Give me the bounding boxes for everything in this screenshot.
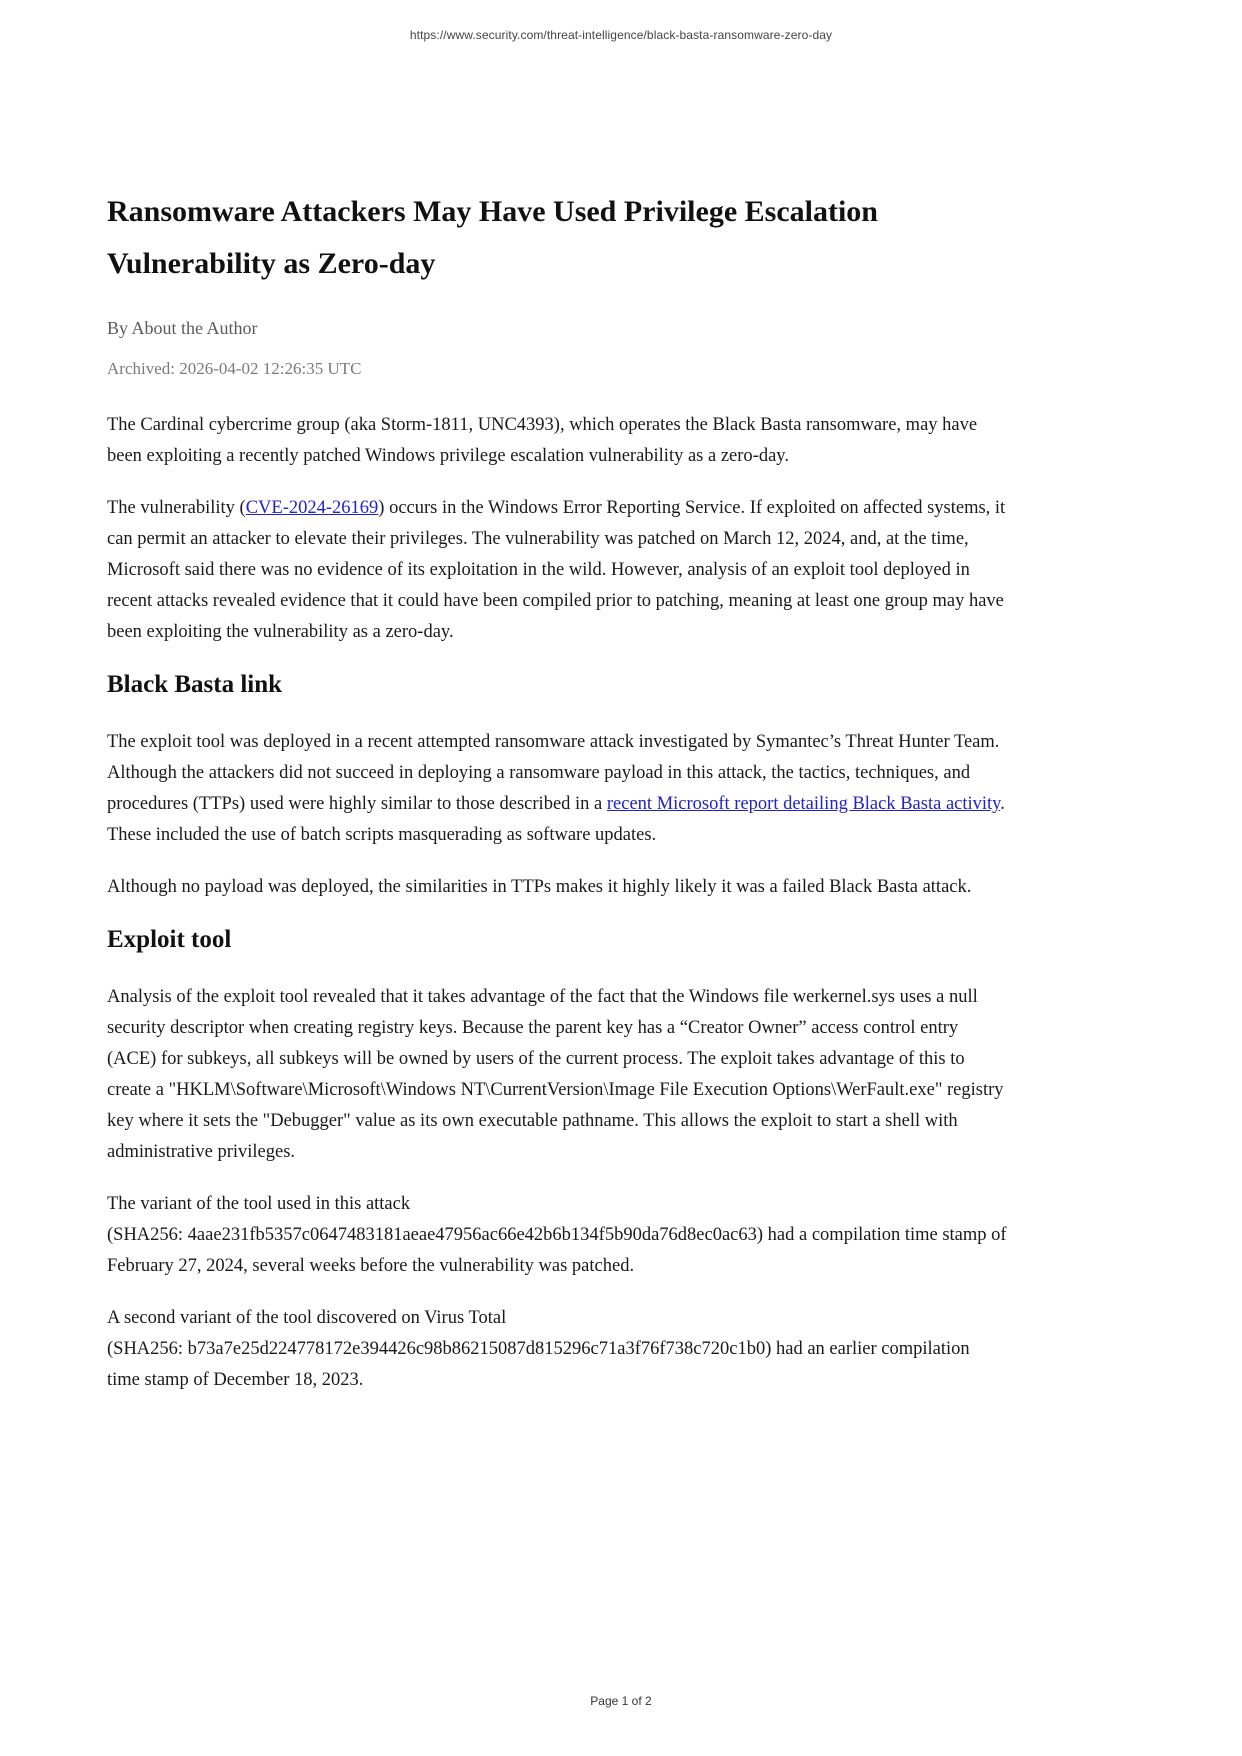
paragraph-attack-investigation — [107, 727, 1007, 851]
paragraph-vulnerability — [107, 493, 1007, 648]
paragraph-variant-one — [107, 1189, 1007, 1282]
paragraph-text: ) occurs in the Windows Error Reporting Service. If exploited on affected systems, it can permit an attacker to elevate their privileges. The vulnerability was patched on March 12, 2024, and, at the time, Microsoft said there was no evidence of its exploitation in the wild. However, analysis of an exploit tool deployed in recent attacks revealed evidence that it could have been compiled prior to patching, meaning at least one group may have been exploiting the vulnerability as a zero-day. — [107, 498, 1006, 642]
sha256-hash-one: (SHA256: 4aae231fb5357c0647483181aeae47956ac66e42b6b134f5b90da76d8ec0ac63) had a compilation time stamp of February 27, 2024, several weeks before the vulnerability was patched. — [107, 1225, 1007, 1276]
paragraph-text: A second variant of the tool discovered on Virus Total — [107, 1308, 507, 1328]
archived-timestamp: Archived: 2026-04-02 12:26:35 UTC — [107, 359, 362, 378]
paragraph-text: The vulnerability ( — [107, 498, 246, 518]
paragraph-failed-attack — [107, 872, 1007, 903]
paragraph-exploit-analysis — [107, 982, 1007, 1168]
paragraph-variant-two — [107, 1303, 1007, 1396]
paragraph-text: The exploit tool was deployed in a recent attempted ransomware attack investigated by Symantec’s Threat Hunter Team. Although the attackers did not succeed in deploying a ransomware payload in this attack, the tactics, techniques, and procedures (TTPs) used were highly similar to those described in a — [107, 732, 1000, 814]
paragraph-intro — [107, 410, 1007, 472]
page-url: https://www.security.com/threat-intelligence/black-basta-ransomware-zero-day — [409, 28, 833, 42]
microsoft-report-link[interactable]: recent Microsoft report detailing Black Basta activity — [606, 794, 1001, 814]
paragraph-text: Although no payload was deployed, the similarities in TTPs makes it highly likely it was a failed Black Basta attack. — [107, 877, 972, 897]
paragraph-text: The Cardinal cybercrime group (aka Storm-1811, UNC4393), which operates the Black Basta ransomware, may have been exploiting a recently patched Windows privilege escalation vulnerability as a zero-day. — [107, 415, 978, 466]
section-heading-exploit-tool: Exploit tool — [107, 926, 232, 953]
page-number: Page 1 of 2 — [590, 1694, 652, 1708]
byline: By About the Author — [107, 318, 258, 338]
section-heading-black-basta-link: Black Basta link — [107, 671, 283, 698]
paragraph-text: Analysis of the exploit tool revealed that it takes advantage of the fact that the Windows file werkernel.sys uses a null security descriptor when creating registry keys. Because the parent key has a “Creator Owner” access control entry (ACE) for subkeys, all subkeys will be owned by users of the current process. The exploit takes advantage of this to create a "HKLM\Software\Microsoft\Windows NT\CurrentVersion\Image File Execution Options\WerFault.exe" registry key where it sets the "Debugger" value as its own executable pathname. This allows the exploit to start a shell with administrative privileges. — [107, 987, 1004, 1162]
cve-link[interactable]: CVE-2024-26169 — [245, 498, 379, 518]
article — [107, 186, 1007, 1417]
paragraph-text: . These included the use of batch scripts masquerading as software updates. — [107, 794, 1005, 845]
paragraph-text: The variant of the tool used in this attack — [107, 1194, 411, 1214]
page-title: Ransomware Attackers May Have Used Privilege Escalation Vulnerability as Zero-day — [107, 195, 878, 280]
sha256-hash-two: (SHA256: b73a7e25d224778172e394426c98b86215087d815296c71a3f76f738c720c1b0) had an earlier compilation time stamp of December 18, 2023. — [107, 1339, 970, 1390]
